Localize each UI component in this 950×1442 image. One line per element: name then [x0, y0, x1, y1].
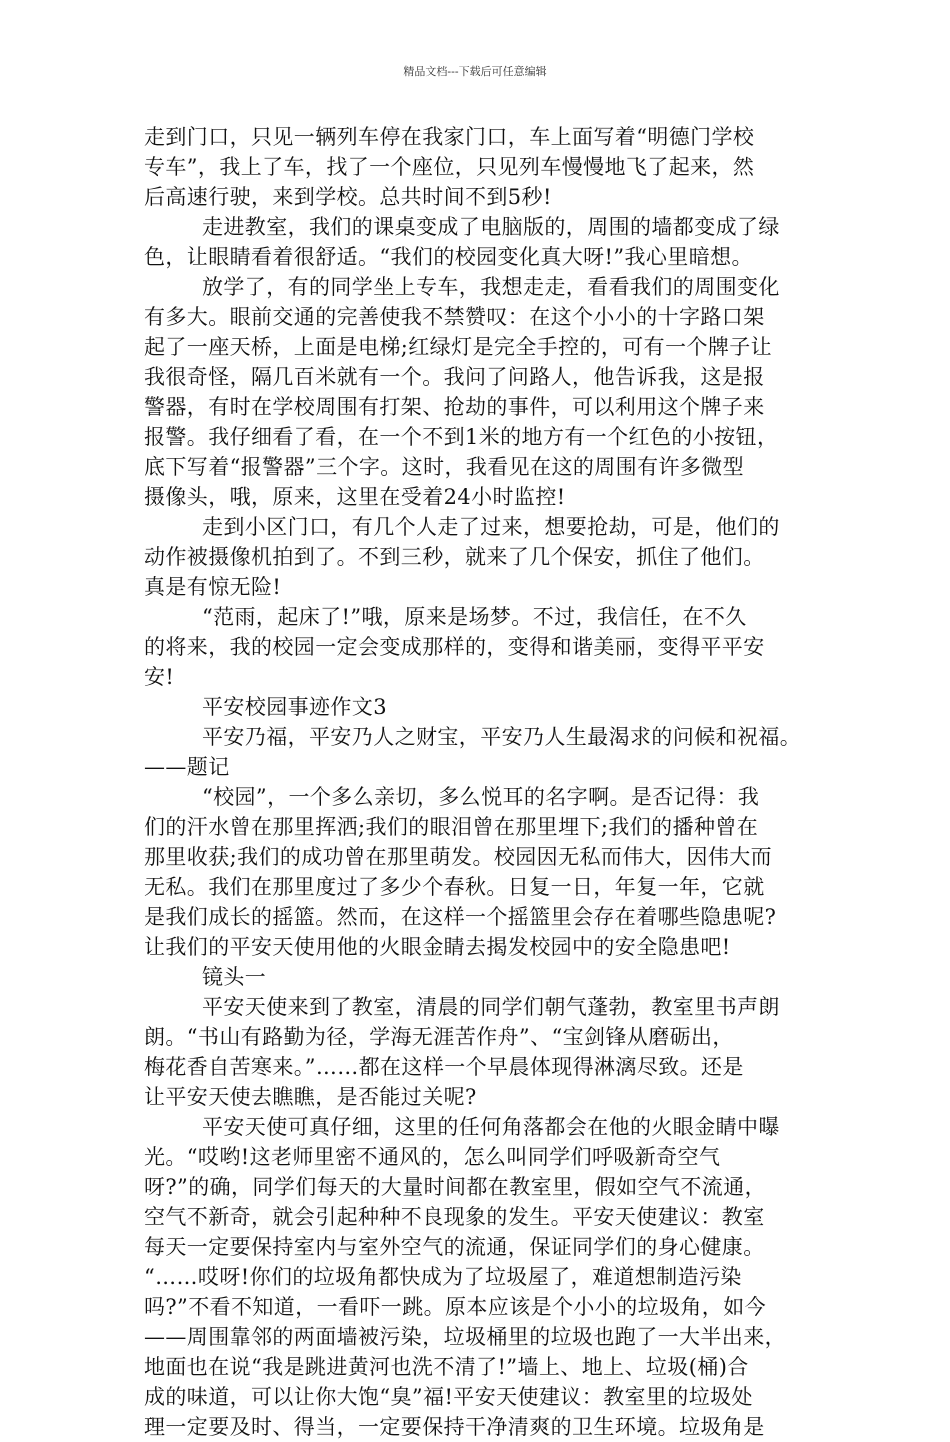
text-line: 走进教室，我们的课桌变成了电脑版的，周围的墙都变成了绿	[202, 215, 780, 239]
text-line: 真是有惊无险!	[144, 575, 282, 599]
text-line: 理一定要及时、得当，一定要保持干净清爽的卫生环境。垃圾角是	[144, 1415, 765, 1439]
text-line: 让我们的平安天使用他的火眼金睛去揭发校园中的安全隐患吧!	[144, 935, 731, 959]
text-line: 让平安天使去瞧瞧，是否能过关呢?	[144, 1085, 477, 1109]
text-line: 是我们成长的摇篮。然而，在这样一个摇篮里会存在着哪些隐患呢?	[144, 905, 777, 929]
text-line: 无私。我们在那里度过了多少个春秋。日复一日，年复一年，它就	[144, 875, 765, 899]
text-line: 平安天使来到了教室，清晨的同学们朝气蓬勃，教室里书声朗	[202, 995, 780, 1019]
text-line: 起了一座天桥，上面是电梯;红绿灯是完全手控的，可有一个牌子让	[144, 335, 773, 359]
text-line: 空气不新奇，就会引起种种不良现象的发生。平安天使建议：教室	[144, 1205, 765, 1229]
text-line: 梅花香自苦寒来。”……都在这样一个早晨体现得淋漓尽致。还是	[144, 1055, 744, 1079]
text-line: 平安天使可真仔细，这里的任何角落都会在他的火眼金睛中曝	[202, 1115, 780, 1139]
text-line: 摄像头，哦，原来，这里在受着24小时监控!	[144, 485, 566, 509]
text-line: 们的汗水曾在那里挥洒;我们的眼泪曾在那里埋下;我们的播种曾在	[144, 815, 759, 839]
document-body	[144, 122, 810, 1442]
text-line: 吗?”不看不知道，一看吓一跳。原本应该是个小小的垃圾角，如今	[144, 1295, 766, 1319]
text-line: 走到门口，只见一辆列车停在我家门口，车上面写着“明德门学校	[144, 125, 755, 149]
text-line: 有多大。眼前交通的完善使我不禁赞叹：在这个小小的十字路口架	[144, 305, 765, 329]
text-line: 镜头一	[202, 965, 267, 989]
text-line: 报警。我仔细看了看，在一个不到1米的地方有一个红色的小按钮，	[144, 425, 779, 449]
text-line: 警器，有时在学校周围有打架、抢劫的事件，可以利用这个牌子来	[144, 395, 765, 419]
text-line: 每天一定要保持室内与室外空气的流通，保证同学们的身心健康。	[144, 1235, 765, 1259]
text-line: 底下写着“报警器”三个字。这时，我看见在这的周围有许多微型	[144, 455, 745, 479]
text-line: 那里收获;我们的成功曾在那里萌发。校园因无私而伟大，因伟大而	[144, 845, 773, 869]
text-line: 的将来，我的校园一定会变成那样的，变得和谐美丽，变得平平安	[144, 635, 765, 659]
text-line: 动作被摄像机拍到了。不到三秒，就来了几个保安，抓住了他们。	[144, 545, 765, 569]
text-line: 平安乃福，平安乃人之财宝，平安乃人生最渴求的问候和祝福。	[202, 725, 802, 749]
text-line: “……哎呀!你们的垃圾角都快成为了垃圾屋了，难道想制造污染	[144, 1265, 742, 1289]
page-header: 精品文档---下载后可任意编辑	[403, 65, 547, 78]
text-line: 成的味道，可以让你大饱“臭”福!平安天使建议：教室里的垃圾处	[144, 1385, 753, 1409]
text-line: “校园”，一个多么亲切，多么悦耳的名字啊。是否记得：我	[202, 785, 760, 809]
text-line: 朗。“书山有路勤为径，学海无涯苦作舟”、“宝剑锋从磨砺出，	[144, 1025, 734, 1049]
text-line: 平安校园事迹作文3	[202, 695, 387, 719]
text-line: 色，让眼睛看着很舒适。“我们的校园变化真大呀!”我心里暗想。	[144, 245, 753, 269]
text-line: 后高速行驶，来到学校。总共时间不到5秒!	[144, 185, 552, 209]
text-line: 地面也在说“我是跳进黄河也洗不清了!”墙上、地上、垃圾(桶)合	[144, 1355, 749, 1379]
text-line: ——周围靠邻的两面墙被污染，垃圾桶里的垃圾也跑了一大半出来，	[144, 1325, 786, 1349]
text-line: 呀?”的确，同学们每天的大量时间都在教室里，假如空气不流通，	[144, 1175, 766, 1199]
text-line: 安!	[144, 665, 175, 689]
text-line: “范雨，起床了!”哦，原来是场梦。不过，我信任，在不久	[202, 605, 747, 629]
text-line: 专车”，我上了车，找了一个座位，只见列车慢慢地飞了起来，然	[144, 155, 755, 179]
text-line: 我很奇怪，隔几百米就有一个。我问了问路人，他告诉我，这是报	[144, 365, 765, 389]
text-line: ——题记	[144, 755, 230, 779]
text-line: 走到小区门口，有几个人走了过来，想要抢劫，可是，他们的	[202, 515, 780, 539]
text-line: 放学了，有的同学坐上专车，我想走走，看看我们的周围变化	[202, 275, 780, 299]
text-line: 光。“哎哟!这老师里密不通风的，怎么叫同学们呼吸新奇空气	[144, 1145, 721, 1169]
